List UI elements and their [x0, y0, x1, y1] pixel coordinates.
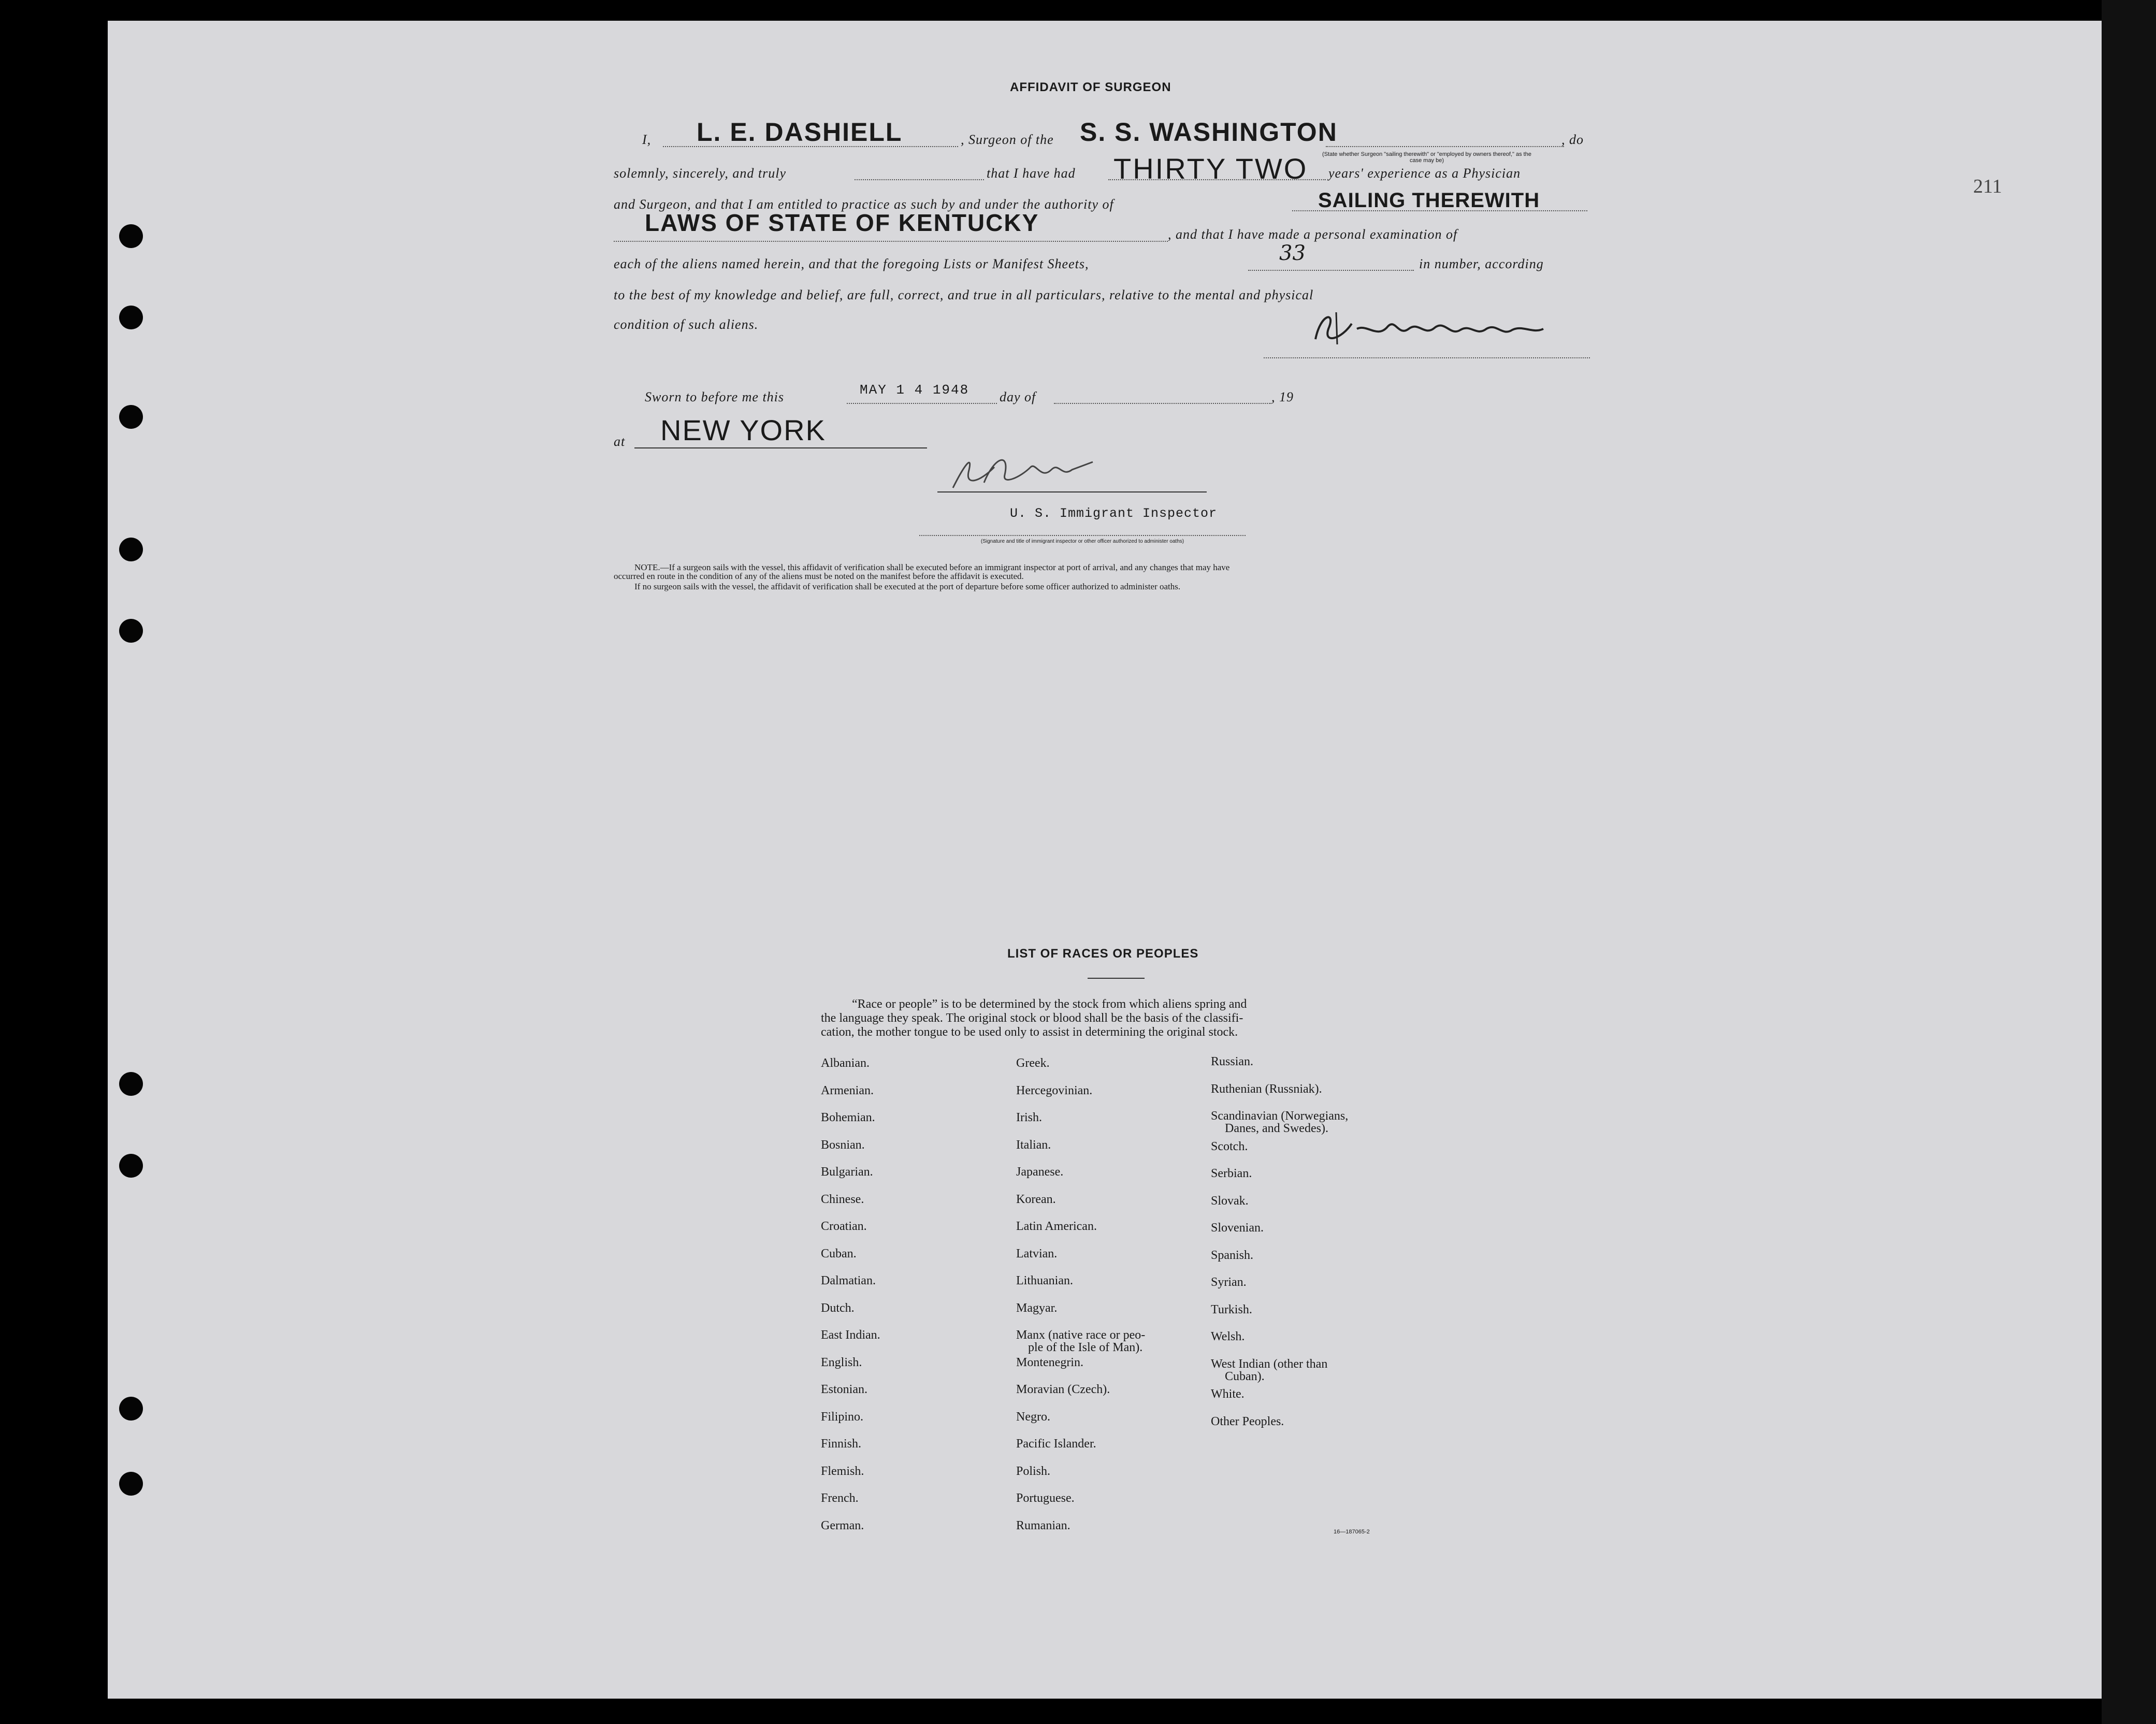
day-of-line [1054, 403, 1271, 404]
race-entry: Armenian. [821, 1084, 874, 1097]
authority-line [614, 241, 1168, 242]
race-entry: French. [821, 1491, 859, 1505]
race-entry: East Indian. [821, 1328, 880, 1342]
race-entry: Finnish. [821, 1437, 862, 1451]
race-entry: Chinese. [821, 1193, 864, 1206]
binder-hole [119, 224, 143, 248]
race-entry: Greek. [1016, 1056, 1050, 1070]
note-line-3: If no surgeon sails with the vessel, the affidavit of verification shall be executed at the port of departure before some officer authorized to administer oaths. [634, 582, 1181, 591]
inspector-title: U. S. Immigrant Inspector [1010, 506, 1218, 521]
race-entry: Cuban). [1225, 1370, 1265, 1383]
race-entry: Syrian. [1211, 1276, 1247, 1289]
line5-text-a: each of the aliens named herein, and that the foregoing Lists or Manifest Sheets, [614, 256, 1089, 271]
races-title: LIST OF RACES OR PEOPLES [1007, 947, 1199, 961]
race-entry: Slovenian. [1211, 1221, 1264, 1235]
page-number: 211 [1973, 176, 2002, 197]
inspector-line [919, 535, 1246, 536]
binder-hole [119, 538, 143, 561]
race-entry: Latin American. [1016, 1220, 1097, 1233]
race-entry: Pacific Islander. [1016, 1437, 1096, 1451]
race-entry: Lithuanian. [1016, 1274, 1073, 1287]
binder-hole [119, 1472, 143, 1496]
form-number: 16—187065-2 [1334, 1529, 1370, 1535]
race-entry: Rumanian. [1016, 1519, 1070, 1532]
race-entry: Hercegovinian. [1016, 1084, 1093, 1097]
line2-text-a: solemnly, sincerely, and truly [614, 166, 787, 181]
race-entry: Bohemian. [821, 1111, 875, 1124]
race-entry: Bosnian. [821, 1138, 865, 1152]
race-entry: Portuguese. [1016, 1491, 1075, 1505]
line2-text-b: that I have had [987, 166, 1076, 181]
binder-hole [119, 1397, 143, 1421]
surgeon-name: L. E. DASHIELL [697, 118, 903, 147]
binder-hole [119, 1154, 143, 1178]
races-intro-1: “Race or people” is to be determined by the stock from which aliens spring and [852, 997, 1247, 1011]
race-entry: Estonian. [821, 1383, 867, 1396]
race-entry: Other Peoples. [1211, 1415, 1284, 1428]
line5-text-b: in number, according [1419, 256, 1544, 271]
sworn-text-b: day of [1000, 389, 1036, 404]
race-entry: Korean. [1016, 1193, 1056, 1206]
line6-text: to the best of my knowledge and belief, are full, correct, and true in all particulars, relative to the mental and physical [614, 287, 1314, 302]
status-instruction: (State whether Surgeon "sailing therewith" or "employed by owners thereof," as the case may be) [1322, 151, 1531, 164]
race-entry: Montenegrin. [1016, 1356, 1083, 1369]
race-entry: Dutch. [821, 1301, 855, 1315]
races-title-rule [1088, 978, 1145, 979]
line7-text: condition of such aliens. [614, 317, 759, 332]
sworn-place: NEW YORK [660, 414, 826, 446]
races-intro-2: the language they speak. The original stock or blood shall be the basis of the classifi- [821, 1011, 1243, 1025]
affidavit-title: AFFIDAVIT OF SURGEON [1010, 80, 1171, 94]
race-entry: Cuban. [821, 1247, 857, 1261]
race-entry: English. [821, 1356, 862, 1369]
binder-hole [119, 619, 143, 643]
inspector-signature [937, 446, 1207, 493]
race-entry: Negro. [1016, 1410, 1050, 1424]
race-entry: Polish. [1016, 1465, 1051, 1478]
surgeon-signature-line [1264, 357, 1590, 358]
sheets-line [1248, 270, 1414, 271]
race-entry: Dalmatian. [821, 1274, 876, 1287]
do-label: , do [1561, 132, 1584, 147]
affidavit-i: I, [642, 132, 652, 147]
line4-text: , and that I have made a personal examination of [1168, 227, 1458, 242]
race-entry: Magyar. [1016, 1301, 1058, 1315]
note-line-1: NOTE.—If a surgeon sails with the vessel, this affidavit of verification shall be executed before an immigrant inspector at port of arrival, and any changes that may have [634, 562, 1230, 572]
date-line [847, 403, 997, 404]
race-entry: Serbian. [1211, 1167, 1252, 1180]
race-entry: Bulgarian. [821, 1165, 873, 1179]
document-page [108, 21, 2102, 1699]
race-entry: Spanish. [1211, 1249, 1254, 1262]
race-entry: Irish. [1016, 1111, 1042, 1124]
vessel-line [1326, 146, 1564, 147]
binder-hole [119, 306, 143, 329]
race-entry: Welsh. [1211, 1330, 1245, 1343]
surgeon-of-label: , Surgeon of the [961, 132, 1054, 147]
race-entry: White. [1211, 1387, 1245, 1401]
race-entry: Turkish. [1211, 1303, 1252, 1316]
line2-text-c: years' experience as a Physician [1328, 166, 1521, 181]
race-entry: German. [821, 1519, 864, 1532]
race-entry: ple of the Isle of Man). [1028, 1341, 1143, 1354]
race-entry: Italian. [1016, 1138, 1051, 1152]
race-entry: Moravian (Czech). [1016, 1383, 1110, 1396]
race-entry: Danes, and Swedes). [1225, 1122, 1328, 1135]
race-entry: Croatian. [821, 1220, 867, 1233]
years-experience: THIRTY TWO [1113, 152, 1308, 185]
note-line-2: occurred en route in the condition of any of the aliens must be noted on the manifest before the affidavit is executed. [614, 571, 1024, 581]
inspector-caption: (Signature and title of immigrant inspector or other officer authorized to administer oaths) [980, 539, 1184, 544]
binder-hole [119, 405, 143, 429]
sworn-text-a: Sworn to before me this [645, 389, 785, 404]
race-entry: Scotch. [1211, 1140, 1248, 1153]
race-entry: Latvian. [1016, 1247, 1058, 1261]
race-entry: Japanese. [1016, 1165, 1064, 1179]
sworn-date: MAY 1 4 1948 [860, 382, 970, 398]
race-entry: Filipino. [821, 1410, 864, 1424]
surgeon-status: SAILING THEREWITH [1318, 189, 1540, 212]
surgeon-signature [1305, 308, 1549, 350]
race-entry: Albanian. [821, 1056, 870, 1070]
race-entry: Scandinavian (Norwegians, [1211, 1109, 1349, 1123]
race-entry: Flemish. [821, 1465, 864, 1478]
line2-blank [855, 179, 984, 180]
scan-edge [2102, 0, 2156, 1724]
manifest-sheets: 33 [1279, 241, 1306, 265]
sworn-text-c: , 19 [1271, 389, 1294, 404]
vessel-name: S. S. WASHINGTON [1080, 118, 1338, 147]
binder-hole [119, 1072, 143, 1096]
race-entry: West Indian (other than [1211, 1357, 1328, 1371]
at-label: at [614, 434, 626, 449]
races-intro-3: cation, the mother tongue to be used only to assist in determining the original stock. [821, 1025, 1238, 1039]
race-entry: Slovak. [1211, 1194, 1249, 1208]
place-line [634, 447, 927, 448]
race-entry: Ruthenian (Russniak). [1211, 1082, 1322, 1096]
race-entry: Manx (native race or peo- [1016, 1328, 1146, 1342]
race-entry: Russian. [1211, 1055, 1254, 1068]
line3-text-a: and Surgeon, and that I am entitled to practice as such by and under the authority of [614, 197, 1114, 212]
practice-authority: LAWS OF STATE OF KENTUCKY [645, 209, 1039, 236]
years-line [1108, 179, 1326, 180]
